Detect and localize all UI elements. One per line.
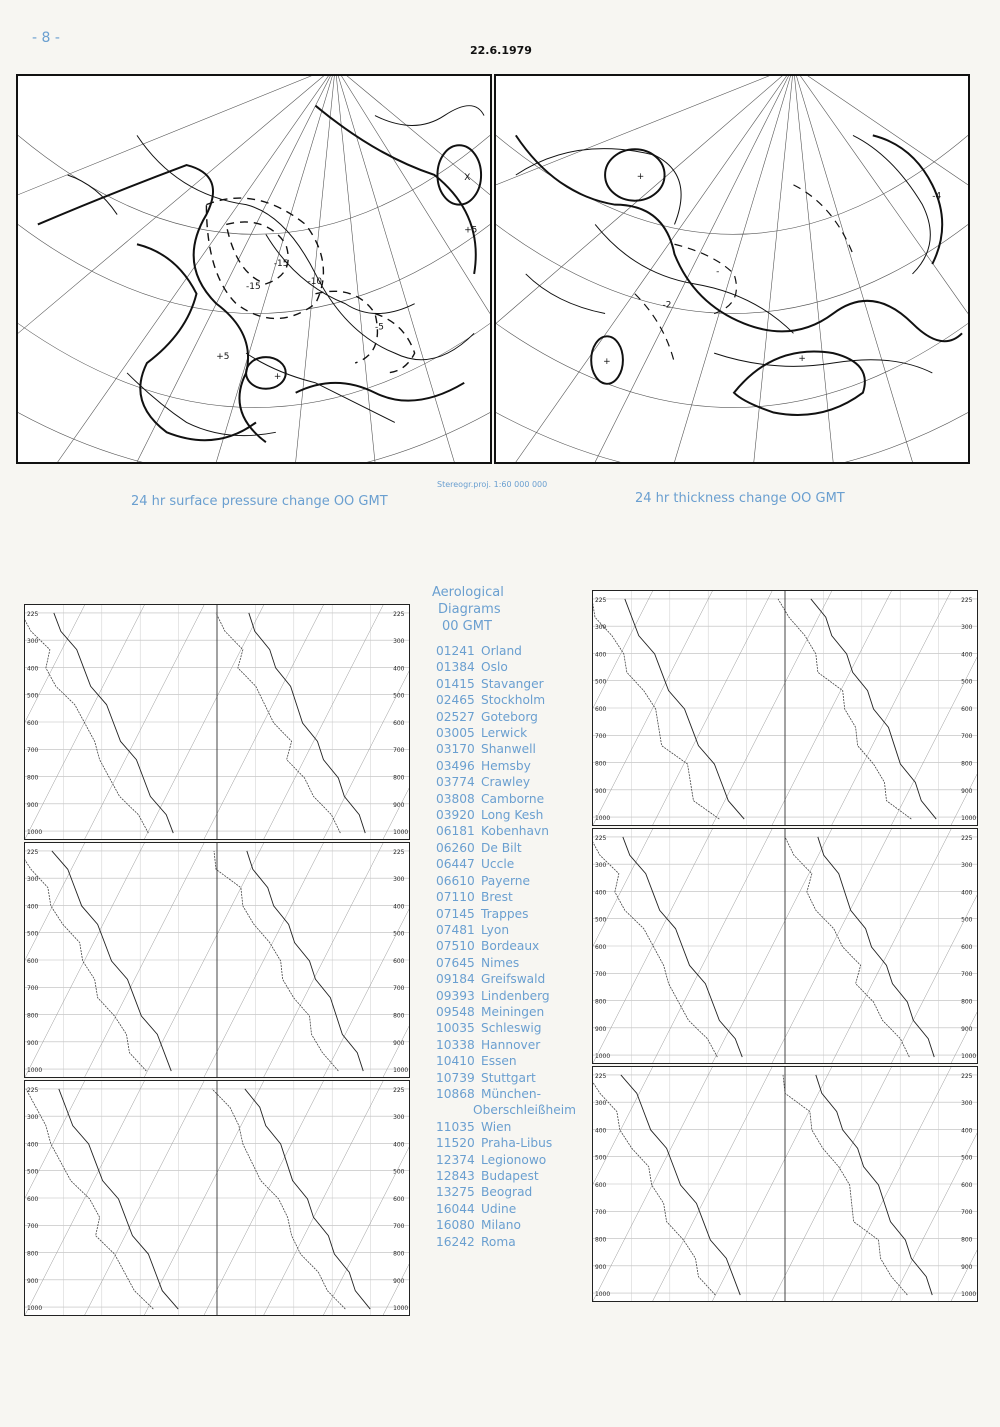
station-code: 06181: [436, 824, 475, 839]
station-code: 09184: [436, 972, 475, 987]
station-row: [436, 692, 596, 708]
pressure-level-label: 900: [594, 1025, 607, 1033]
station-name: Wien: [481, 1119, 512, 1134]
pressure-level-label: 800: [961, 998, 973, 1006]
station-name: Trappes: [481, 906, 529, 921]
pressure-level-label: 1000: [393, 829, 409, 837]
station-code: 09393: [436, 988, 475, 1003]
pressure-level-label: 225: [594, 834, 607, 842]
pressure-level-label: 900: [26, 801, 39, 809]
svg-text:+5: +5: [216, 352, 230, 363]
station-row: [436, 840, 596, 856]
diagram-svg: [593, 829, 977, 1063]
thickness-caption: 24 hr thickness change OO GMT: [635, 491, 845, 506]
diagram-svg: [25, 605, 409, 839]
station-row: [436, 1152, 596, 1168]
pressure-level-label: 225: [393, 848, 405, 856]
pressure-level-label: 400: [594, 651, 607, 659]
station-row: [436, 922, 596, 938]
station-name: Shanwell: [481, 742, 536, 757]
pressure-level-label: 600: [594, 943, 607, 951]
pressure-level-label: 500: [393, 692, 405, 700]
station-name: Bordeaux: [481, 939, 540, 954]
station-code: 10338: [436, 1037, 475, 1052]
pressure-level-label: 300: [961, 1100, 973, 1108]
aerological-diagram-left-3: [24, 1080, 410, 1316]
pressure-level-label: 700: [393, 747, 405, 755]
station-name: Lyon: [481, 922, 510, 937]
aerological-diagram-right-3: [592, 1066, 978, 1302]
pressure-level-label: 800: [594, 1236, 607, 1244]
station-code: 07481: [436, 922, 475, 937]
diagram-svg: [25, 1081, 409, 1315]
pressure-level-label: 400: [26, 903, 39, 911]
station-code: 10410: [436, 1054, 475, 1069]
station-name: Essen: [481, 1054, 517, 1069]
pressure-level-label: 600: [961, 705, 973, 713]
station-row: [436, 1070, 596, 1086]
pressure-level-label: 400: [594, 1127, 607, 1135]
station-code: 10035: [436, 1021, 475, 1036]
station-row: [436, 1086, 596, 1102]
aerological-diagram-right-1: [592, 590, 978, 826]
pressure-level-label: 225: [594, 1072, 607, 1080]
station-code: 06260: [436, 840, 475, 855]
pressure-level-label: 400: [26, 1141, 39, 1149]
temperature-sounding: [621, 1075, 740, 1295]
svg-text:-10: -10: [307, 276, 323, 287]
pressure-level-label: 400: [961, 889, 973, 897]
station-code: 06610: [436, 873, 475, 888]
station-row: [436, 791, 596, 807]
dewpoint-sounding: [593, 1072, 715, 1295]
station-name: Hemsby: [481, 758, 531, 773]
aerological-title-line: 00 GMT: [442, 619, 492, 634]
station-row: [436, 774, 596, 790]
station-name: Stavanger: [481, 676, 544, 691]
station-name: Crawley: [481, 775, 531, 790]
pressure-level-label: 1000: [26, 1305, 43, 1313]
station-code: 03496: [436, 758, 475, 773]
pressure-level-label: 225: [961, 596, 973, 604]
pressure-level-label: 300: [393, 638, 405, 646]
station-row: [436, 938, 596, 954]
station-code: 11520: [436, 1136, 475, 1151]
station-name: Schleswig: [481, 1021, 542, 1036]
dewpoint-sounding: [214, 851, 338, 1071]
pressure-level-label: 700: [393, 1223, 405, 1231]
pressure-level-label: 700: [961, 733, 973, 741]
station-name: Stockholm: [481, 693, 546, 708]
pressure-level-label: 500: [961, 678, 973, 686]
station-code: 11035: [436, 1119, 475, 1134]
station-code: 07145: [436, 906, 475, 921]
dewpoint-sounding: [25, 610, 148, 833]
pressure-level-label: 600: [594, 1181, 607, 1189]
pressure-level-label: 500: [393, 930, 405, 938]
pressure-level-label: 700: [594, 1209, 607, 1217]
page-number: - 8 -: [32, 30, 60, 46]
station-code: 03005: [436, 726, 475, 741]
station-name: Praha-Libus: [481, 1136, 553, 1151]
pressure-level-label: 225: [961, 834, 973, 842]
pressure-level-label: 600: [961, 1181, 973, 1189]
dewpoint-sounding: [212, 1089, 345, 1309]
station-row: [436, 988, 596, 1004]
pressure-level-label: 1000: [961, 1053, 977, 1061]
surface-pressure-change-map: [16, 74, 492, 464]
pressure-level-label: 600: [26, 719, 39, 727]
pressure-level-label: 800: [26, 774, 39, 782]
pressure-level-label: 800: [393, 1250, 405, 1258]
temperature-sounding: [59, 1089, 178, 1309]
station-name: Greifswald: [481, 972, 546, 987]
svg-text:-2: -2: [662, 300, 672, 311]
svg-text:+: +: [603, 357, 611, 368]
pressure-level-label: 900: [26, 1039, 39, 1047]
svg-text:-4: -4: [932, 191, 942, 202]
station-name: München-: [481, 1086, 542, 1101]
pressure-level-label: 700: [393, 985, 405, 993]
pressure-level-label: 300: [594, 862, 607, 870]
pressure-level-label: 300: [393, 1114, 405, 1122]
svg-text:-15: -15: [246, 281, 261, 292]
station-code: 01241: [436, 644, 475, 658]
diagram-svg: [25, 843, 409, 1077]
pressure-level-label: 700: [594, 733, 607, 741]
pressure-level-label: 500: [26, 692, 39, 700]
pressure-level-label: 500: [594, 678, 607, 686]
station-row: [436, 1020, 596, 1036]
station-code: 03170: [436, 742, 475, 757]
pressure-level-label: 800: [961, 760, 973, 768]
station-row: [436, 889, 596, 905]
station-code: 16080: [436, 1218, 475, 1233]
pressure-level-label: 400: [594, 889, 607, 897]
pressure-level-label: 225: [594, 596, 607, 604]
projection-note: Stereogr.proj. 1:60 000 000: [437, 480, 548, 489]
station-name: Orland: [481, 644, 522, 658]
station-name: Stuttgart: [481, 1070, 536, 1085]
pressure-level-label: 900: [393, 1277, 405, 1285]
aerological-diagram-left-1: [24, 604, 410, 840]
pressure-level-label: 900: [961, 1263, 973, 1271]
station-row: [436, 758, 596, 774]
pressure-level-label: 800: [961, 1236, 973, 1244]
station-row: [436, 856, 596, 872]
thickness-map-svg: [496, 76, 968, 462]
temperature-sounding: [52, 851, 171, 1071]
pressure-level-label: 800: [393, 774, 405, 782]
station-list: [436, 643, 596, 1250]
svg-text:-5: -5: [374, 322, 384, 333]
svg-text:X: X: [464, 172, 471, 183]
pressure-level-label: 300: [594, 624, 607, 632]
aerological-diagram-left-2: [24, 842, 410, 1078]
dewpoint-sounding: [778, 599, 911, 819]
pressure-level-label: 700: [961, 1209, 973, 1217]
dewpoint-sounding: [593, 834, 717, 1057]
pressure-level-label: 900: [393, 801, 405, 809]
svg-text:-15: -15: [273, 259, 289, 270]
pressure-level-label: 1000: [393, 1305, 409, 1313]
pressure-level-label: 1000: [961, 1291, 977, 1299]
pressure-level-label: 600: [594, 705, 607, 713]
pressure-level-label: 225: [26, 848, 39, 856]
pressure-level-label: 500: [393, 1168, 405, 1176]
station-name: Legionowo: [481, 1152, 547, 1167]
pressure-level-label: 300: [26, 876, 39, 884]
station-row: [436, 1168, 596, 1184]
temperature-sounding: [247, 851, 363, 1071]
pressure-level-label: 500: [26, 1168, 39, 1176]
station-name: Oberschleißheim: [473, 1103, 577, 1118]
station-name: Uccle: [481, 857, 515, 872]
pressure-level-label: 700: [961, 971, 973, 979]
station-name: Udine: [481, 1201, 517, 1216]
aerological-title-line: Aerological: [432, 585, 504, 600]
pressure-level-label: 500: [26, 930, 39, 938]
pressure-level-label: 1000: [26, 829, 43, 837]
station-row: [436, 741, 596, 757]
station-name: Roma: [481, 1234, 516, 1249]
pressure-level-label: 400: [961, 1127, 973, 1135]
station-row: [436, 823, 596, 839]
pressure-level-label: 500: [594, 1154, 607, 1162]
station-name: Nimes: [481, 955, 520, 970]
pressure-level-label: 800: [26, 1012, 39, 1020]
station-name: Lindenberg: [481, 988, 550, 1003]
station-code: 03920: [436, 808, 475, 823]
temperature-sounding: [811, 599, 936, 819]
station-code: 12374: [436, 1152, 475, 1167]
pressure-level-label: 225: [26, 1086, 39, 1094]
pressure-level-label: 600: [26, 1195, 39, 1203]
dewpoint-sounding: [783, 1075, 907, 1295]
pressure-level-label: 500: [961, 1154, 973, 1162]
station-code: 13275: [436, 1185, 475, 1200]
pressure-level-label: 500: [961, 916, 973, 924]
pressure-level-label: 400: [961, 651, 973, 659]
station-code: 06447: [436, 857, 475, 872]
station-row: [436, 1119, 596, 1135]
svg-text:-: -: [716, 266, 720, 277]
station-row: [436, 971, 596, 987]
station-code: 09548: [436, 1004, 475, 1019]
pressure-level-label: 800: [594, 998, 607, 1006]
svg-text:+: +: [636, 171, 645, 182]
station-code: 03808: [436, 791, 475, 806]
pressure-level-label: 300: [26, 1114, 39, 1122]
station-code: 16242: [436, 1234, 475, 1249]
station-row: [436, 906, 596, 922]
pressure-level-label: 800: [26, 1250, 39, 1258]
pressure-level-label: 900: [26, 1277, 39, 1285]
station-row: [436, 873, 596, 889]
temperature-sounding: [623, 837, 742, 1057]
temperature-sounding: [54, 613, 173, 833]
station-row: [436, 1217, 596, 1233]
pressure-level-label: 225: [393, 610, 405, 618]
station-row: [436, 1053, 596, 1069]
pressure-level-label: 1000: [26, 1067, 43, 1075]
aerological-title: [432, 584, 504, 635]
aerological-diagram-right-2: [592, 828, 978, 1064]
dewpoint-sounding: [25, 848, 146, 1071]
station-row: [436, 1102, 596, 1118]
station-name: Long Kesh: [481, 808, 544, 823]
station-code: 10739: [436, 1070, 475, 1085]
pressure-level-label: 900: [594, 787, 607, 795]
pressure-level-label: 700: [594, 971, 607, 979]
station-name: Beograd: [481, 1185, 533, 1200]
svg-text:+: +: [798, 354, 806, 365]
station-code: 02527: [436, 709, 475, 724]
pressure-level-label: 800: [393, 1012, 405, 1020]
pressure-level-label: 225: [26, 610, 39, 618]
station-code: 10868: [436, 1086, 475, 1101]
pressure-level-label: 400: [26, 665, 39, 673]
pressure-level-label: 1000: [594, 1291, 611, 1299]
station-row: [436, 1135, 596, 1151]
pressure-level-label: 300: [961, 624, 973, 632]
station-name: Oslo: [481, 660, 508, 675]
pressure-level-label: 600: [26, 957, 39, 965]
pressure-level-label: 1000: [594, 1053, 611, 1061]
dewpoint-sounding: [593, 596, 719, 819]
temperature-sounding: [245, 1089, 370, 1309]
station-row: [436, 676, 596, 692]
aerological-title-line: Diagrams: [438, 602, 501, 617]
station-code: 01384: [436, 660, 475, 675]
station-name: Goteborg: [481, 709, 538, 724]
station-name: Lerwick: [481, 726, 528, 741]
pressure-level-label: 600: [393, 957, 405, 965]
station-row: [436, 1201, 596, 1217]
station-row: [436, 643, 596, 659]
pressure-level-label: 400: [393, 1141, 405, 1149]
station-code: 03774: [436, 775, 475, 790]
station-name: Hannover: [481, 1037, 541, 1052]
station-row: [436, 709, 596, 725]
temperature-sounding: [249, 613, 365, 833]
station-name: Payerne: [481, 873, 530, 888]
pressure-level-label: 700: [26, 985, 39, 993]
station-code: 12843: [436, 1169, 475, 1183]
station-row: [436, 955, 596, 971]
temperature-sounding: [625, 599, 744, 819]
svg-text:+5: +5: [464, 225, 478, 236]
pressure-level-label: 400: [393, 903, 405, 911]
station-code: 07510: [436, 939, 475, 954]
page-date: 22.6.1979: [470, 44, 532, 57]
station-code: 07110: [436, 890, 475, 905]
station-code: 02465: [436, 693, 475, 708]
pressure-level-label: 900: [594, 1263, 607, 1271]
surface-pressure-caption: 24 hr surface pressure change OO GMT: [131, 494, 388, 509]
pressure-level-label: 400: [393, 665, 405, 673]
pressure-level-label: 900: [961, 787, 973, 795]
station-row: [436, 1234, 596, 1250]
station-name: Brest: [481, 890, 513, 905]
station-code: 16044: [436, 1201, 475, 1216]
station-row: [436, 1184, 596, 1200]
station-name: Camborne: [481, 791, 545, 806]
svg-text:+: +: [273, 371, 282, 382]
station-name: Budapest: [481, 1169, 539, 1183]
station-row: [436, 659, 596, 675]
diagram-svg: [593, 591, 977, 825]
station-name: Milano: [481, 1218, 521, 1233]
thickness-change-map: [494, 74, 970, 464]
station-row: [436, 725, 596, 741]
pressure-level-label: 225: [393, 1086, 405, 1094]
pressure-level-label: 300: [594, 1100, 607, 1108]
station-name: Meiningen: [481, 1004, 545, 1019]
pressure-level-label: 300: [961, 862, 973, 870]
pressure-level-label: 1000: [961, 815, 977, 823]
station-row: [436, 807, 596, 823]
station-code: 07645: [436, 955, 475, 970]
station-row: [436, 1004, 596, 1020]
pressure-level-label: 900: [961, 1025, 973, 1033]
pressure-level-label: 1000: [393, 1067, 409, 1075]
dewpoint-sounding: [216, 613, 340, 833]
station-name: Kobenhavn: [481, 824, 549, 839]
temperature-sounding: [818, 837, 934, 1057]
pressure-level-label: 800: [594, 760, 607, 768]
pressure-level-label: 600: [393, 719, 405, 727]
diagram-svg: [593, 1067, 977, 1301]
station-name: De Bilt: [481, 840, 522, 855]
pressure-level-label: 225: [961, 1072, 973, 1080]
temperature-sounding: [816, 1075, 932, 1295]
station-row: [436, 1037, 596, 1053]
pressure-level-label: 300: [26, 638, 39, 646]
pressure-level-label: 600: [961, 943, 973, 951]
station-code: 01415: [436, 676, 475, 691]
pressure-level-label: 500: [594, 916, 607, 924]
pressure-level-label: 1000: [594, 815, 611, 823]
surface-pressure-map-svg: [18, 76, 490, 462]
pressure-level-label: 900: [393, 1039, 405, 1047]
pressure-level-label: 300: [393, 876, 405, 884]
pressure-level-label: 700: [26, 1223, 39, 1231]
pressure-level-label: 600: [393, 1195, 405, 1203]
pressure-level-label: 700: [26, 747, 39, 755]
